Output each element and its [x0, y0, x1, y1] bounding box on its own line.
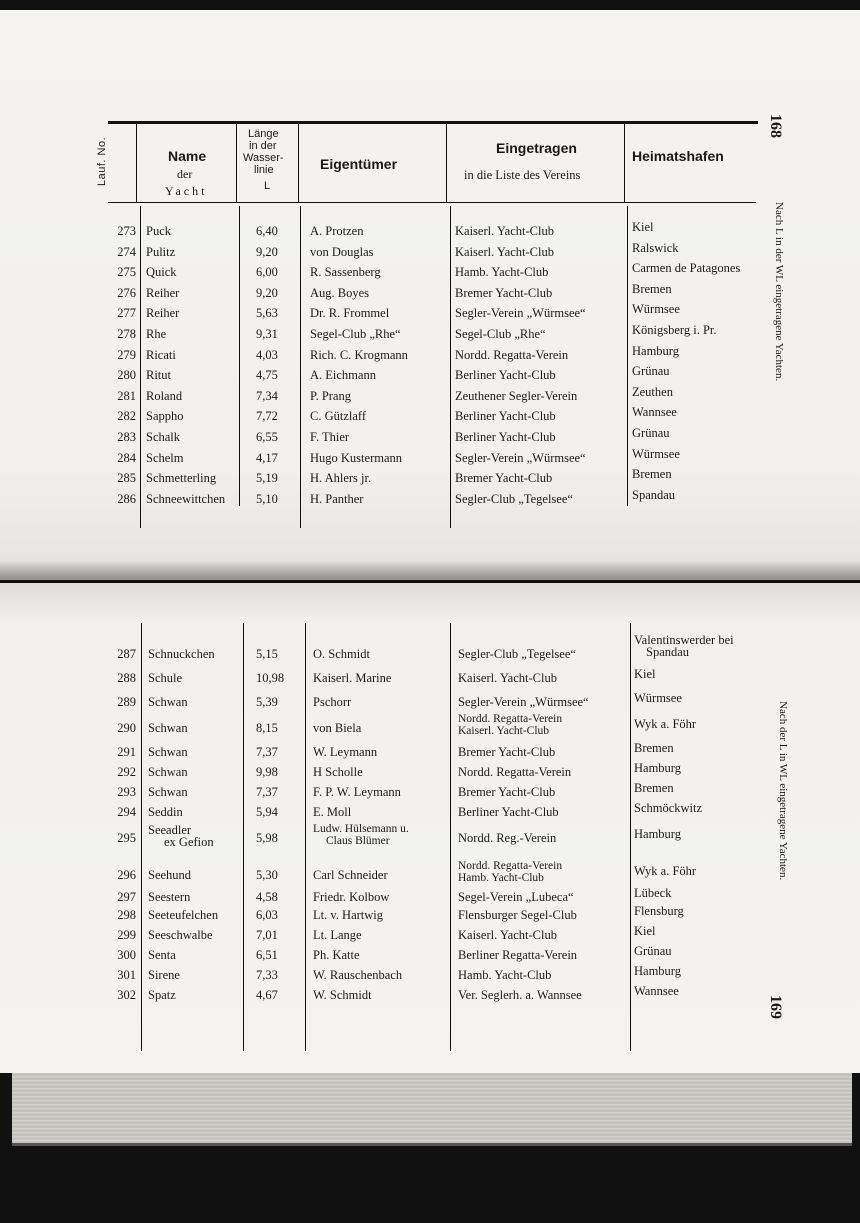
waterline-length: 7,33: [256, 968, 278, 982]
header-top-rule: [108, 121, 758, 124]
home-port: Bremen: [632, 282, 672, 296]
row-number: 286: [117, 492, 136, 506]
club: Zeuthener Segler-Verein: [455, 389, 578, 403]
page-number: 168: [767, 114, 784, 138]
club: Nordd. Regatta-Verein: [458, 860, 563, 872]
header-laenge-5: L: [264, 180, 271, 192]
row-number: 281: [117, 389, 136, 403]
row-number: 278: [117, 327, 136, 341]
header-name-1: Name: [168, 148, 207, 164]
row-number: 300: [117, 948, 136, 962]
yacht-name: Schwan: [148, 695, 188, 709]
margin-title: Nach der L in WL eingetragene Yachten.: [777, 701, 789, 881]
yacht-name: Seeadler: [148, 823, 192, 837]
header-laenge-1: Länge: [248, 128, 279, 140]
row-number: 290: [117, 721, 136, 735]
club: Berliner Yacht-Club: [455, 430, 556, 444]
club: Hamb. Yacht-Club: [455, 265, 549, 279]
yacht-name: Reiher: [146, 306, 180, 320]
home-port: Valentinswerder bei: [634, 633, 734, 647]
header-eingetragen-2: in die Liste des Vereins: [464, 168, 581, 182]
header-eigentuemer: Eigentümer: [320, 156, 398, 172]
home-port-2: Spandau: [646, 645, 690, 659]
owner: von Biela: [313, 721, 362, 735]
owner: C. Gützlaff: [310, 409, 367, 423]
header-heimatshafen: Heimatshafen: [632, 148, 724, 164]
club: Segler-Verein „Würmsee“: [458, 695, 589, 709]
waterline-length: 4,75: [256, 368, 278, 382]
waterline-length: 9,20: [256, 286, 278, 300]
owner-2: Claus Blümer: [326, 835, 390, 847]
yacht-name: Quick: [146, 265, 177, 279]
club: Hamb. Yacht-Club: [458, 968, 552, 982]
row-number: 297: [117, 890, 136, 904]
col-divider: [239, 206, 240, 506]
col-divider: [450, 206, 451, 528]
home-port: Hamburg: [634, 964, 681, 978]
owner: H Scholle: [313, 765, 363, 779]
home-port: Würmsee: [632, 302, 680, 316]
margin-title: Nach L in der WL eingetragene Yachten.: [773, 202, 785, 382]
owner: Dr. R. Frommel: [310, 306, 390, 320]
club: Nordd. Regatta-Verein: [458, 713, 563, 725]
home-port: Zeuthen: [632, 385, 673, 399]
col-divider: [236, 124, 237, 202]
club: Kaiserl. Yacht-Club: [455, 224, 554, 238]
page-169: [0, 583, 860, 1073]
home-port: Würmsee: [632, 447, 680, 461]
row-number: 296: [117, 868, 136, 882]
row-number: 280: [117, 368, 136, 382]
waterline-length: 5,98: [256, 831, 278, 845]
owner: von Douglas: [310, 245, 374, 259]
waterline-length: 7,37: [256, 745, 278, 759]
yacht-name: Pulitz: [146, 245, 176, 259]
header-name-3: Yacht: [165, 184, 208, 198]
yacht-name: Ricati: [146, 348, 176, 362]
owner: Segel-Club „Rhe“: [310, 327, 401, 341]
home-port: Wannsee: [632, 405, 677, 419]
waterline-length: 5,94: [256, 805, 278, 819]
home-port: Grünau: [632, 364, 670, 378]
col-divider: [446, 124, 447, 202]
waterline-length: 9,98: [256, 765, 278, 779]
waterline-length: 5,30: [256, 868, 278, 882]
club: Segel-Verein „Lubeca“: [458, 890, 574, 904]
club: Segler-Verein „Würmsee“: [455, 451, 586, 465]
club: Bremer Yacht-Club: [455, 286, 553, 300]
yacht-name: Schneewittchen: [146, 492, 226, 506]
yacht-name: Schalk: [146, 430, 181, 444]
home-port: Spandau: [632, 488, 676, 502]
home-port: Hamburg: [634, 761, 681, 775]
row-number: 291: [117, 745, 136, 759]
col-divider: [141, 623, 142, 1051]
waterline-length: 4,03: [256, 348, 278, 362]
yacht-name: Schmetterling: [146, 471, 217, 485]
club: Segel-Club „Rhe“: [455, 327, 546, 341]
owner: A. Eichmann: [310, 368, 376, 382]
yacht-name: Schwan: [148, 745, 188, 759]
yacht-name: Spatz: [148, 988, 176, 1002]
home-port: Flensburg: [634, 904, 684, 918]
col-divider: [300, 206, 301, 528]
yacht-name: Schnuckchen: [148, 647, 215, 661]
col-divider: [243, 623, 244, 1051]
yacht-name: Schwan: [148, 765, 188, 779]
row-number: 283: [117, 430, 136, 444]
owner: Ph. Katte: [313, 948, 360, 962]
col-divider: [624, 124, 625, 202]
waterline-length: 8,15: [256, 721, 278, 735]
home-port: Ralswick: [632, 241, 679, 255]
yacht-name: Ritut: [146, 368, 172, 382]
col-divider: [140, 206, 141, 528]
home-port: Wyk a. Föhr: [634, 717, 697, 731]
owner: P. Prang: [310, 389, 351, 403]
row-number: 287: [117, 647, 136, 661]
owner: H. Panther: [310, 492, 364, 506]
waterline-length: 5,39: [256, 695, 278, 709]
row-number: 276: [117, 286, 136, 300]
owner: Ludw. Hülsemann u.: [313, 823, 409, 835]
waterline-length: 5,63: [256, 306, 278, 320]
owner: Aug. Boyes: [310, 286, 370, 300]
owner: W. Rauschenbach: [313, 968, 403, 982]
yacht-name: Schule: [148, 671, 183, 685]
club: Segler-Club „Tegelsee“: [455, 492, 573, 506]
waterline-length: 6,03: [256, 908, 278, 922]
owner: A. Protzen: [310, 224, 364, 238]
yacht-name: Seeschwalbe: [148, 928, 213, 942]
owner: Kaiserl. Marine: [313, 671, 392, 685]
waterline-length: 4,67: [256, 988, 278, 1002]
owner: Pschorr: [313, 695, 352, 709]
club: Nordd. Regatta-Verein: [458, 765, 572, 779]
home-port: Schmöckwitz: [634, 801, 703, 815]
home-port: Kiel: [632, 220, 654, 234]
owner: O. Schmidt: [313, 647, 370, 661]
club: Kaiserl. Yacht-Club: [455, 245, 554, 259]
owner: Friedr. Kolbow: [313, 890, 390, 904]
yacht-name: Sappho: [146, 409, 184, 423]
yacht-name: Sirene: [148, 968, 180, 982]
club: Bremer Yacht-Club: [458, 785, 556, 799]
home-port: Kiel: [634, 667, 656, 681]
home-port: Würmsee: [634, 691, 682, 705]
club: Berliner Regatta-Verein: [458, 948, 578, 962]
club: Bremer Yacht-Club: [458, 745, 556, 759]
col-divider: [630, 623, 631, 1051]
owner: Carl Schneider: [313, 868, 388, 882]
owner: H. Ahlers jr.: [310, 471, 372, 485]
home-port: Carmen de Patagones: [632, 261, 741, 275]
club-2: Kaiserl. Yacht-Club: [458, 725, 550, 737]
club: Kaiserl. Yacht-Club: [458, 928, 557, 942]
home-port: Bremen: [634, 741, 674, 755]
owner: Rich. C. Krogmann: [310, 348, 408, 362]
owner: R. Sassenberg: [310, 265, 381, 279]
waterline-length: 7,37: [256, 785, 278, 799]
club: Nordd. Regatta-Verein: [455, 348, 569, 362]
home-port: Grünau: [632, 426, 670, 440]
row-number: 288: [117, 671, 136, 685]
col-divider: [627, 206, 628, 506]
waterline-length: 7,72: [256, 409, 278, 423]
waterline-length: 7,01: [256, 928, 278, 942]
yacht-name: Senta: [148, 948, 176, 962]
yacht-name: Seddin: [148, 805, 183, 819]
header-eingetragen-1: Eingetragen: [496, 140, 577, 156]
home-port: Hamburg: [634, 827, 681, 841]
home-port: Königsberg i. Pr.: [632, 323, 717, 337]
header-bottom-rule: [108, 202, 756, 203]
header-laenge-3: Wasser-: [243, 152, 284, 164]
home-port: Lübeck: [634, 886, 672, 900]
waterline-length: 7,34: [256, 389, 278, 403]
yacht-name: Puck: [146, 224, 171, 238]
row-number: 284: [117, 451, 136, 465]
waterline-length: 6,40: [256, 224, 278, 238]
row-number: 273: [117, 224, 136, 238]
header-name-2: der: [177, 167, 193, 181]
yacht-name: Seestern: [148, 890, 191, 904]
header-laenge-2: in der: [249, 140, 277, 152]
home-port: Wannsee: [634, 984, 679, 998]
club: Ver. Seglerh. a. Wannsee: [458, 988, 582, 1002]
row-number: 282: [117, 409, 136, 423]
waterline-length: 6,55: [256, 430, 278, 444]
col-divider: [298, 124, 299, 202]
yacht-name: Reiher: [146, 286, 180, 300]
club: Segler-Verein „Würmsee“: [455, 306, 586, 320]
club: Segler-Club „Tegelsee“: [458, 647, 576, 661]
row-number: 292: [117, 765, 136, 779]
yacht-name: Roland: [146, 389, 183, 403]
waterline-length: 5,15: [256, 647, 278, 661]
waterline-length: 9,20: [256, 245, 278, 259]
waterline-length: 4,58: [256, 890, 278, 904]
waterline-length: 10,98: [256, 671, 285, 685]
page-number: 169: [767, 995, 784, 1019]
home-port: Grünau: [634, 944, 672, 958]
row-number: 299: [117, 928, 136, 942]
col-divider: [305, 623, 306, 1051]
row-number: 285: [117, 471, 136, 485]
yacht-name: Seeteufelchen: [148, 908, 219, 922]
row-number: 277: [117, 306, 136, 320]
row-number: 279: [117, 348, 136, 362]
row-number: 274: [117, 245, 136, 259]
waterline-length: 6,00: [256, 265, 278, 279]
page-168: [0, 10, 860, 580]
col-divider: [136, 124, 137, 202]
home-port: Bremen: [634, 781, 674, 795]
owner: W. Leymann: [313, 745, 378, 759]
club-2: Hamb. Yacht-Club: [458, 872, 544, 884]
yacht-name-former: ex Gefion: [164, 835, 214, 849]
yacht-name: Schwan: [148, 721, 188, 735]
owner: E. Moll: [313, 805, 352, 819]
club: Flensburger Segel-Club: [458, 908, 577, 922]
club: Berliner Yacht-Club: [455, 409, 556, 423]
home-port: Bremen: [632, 467, 672, 481]
waterline-length: 5,10: [256, 492, 278, 506]
book-page-edges: [12, 1073, 852, 1146]
home-port: Kiel: [634, 924, 656, 938]
waterline-length: 5,19: [256, 471, 278, 485]
waterline-length: 9,31: [256, 327, 278, 341]
owner: W. Schmidt: [313, 988, 372, 1002]
club: Kaiserl. Yacht-Club: [458, 671, 557, 685]
yacht-name: Seehund: [148, 868, 192, 882]
row-number: 295: [117, 831, 136, 845]
waterline-length: 6,51: [256, 948, 278, 962]
owner: Lt. Lange: [313, 928, 362, 942]
owner: F. P. W. Leymann: [313, 785, 401, 799]
row-number: 289: [117, 695, 136, 709]
row-number: 293: [117, 785, 136, 799]
home-port: Hamburg: [632, 344, 679, 358]
row-number: 294: [117, 805, 136, 819]
waterline-length: 4,17: [256, 451, 278, 465]
yacht-name: Schelm: [146, 451, 184, 465]
row-number: 298: [117, 908, 136, 922]
owner: Hugo Kustermann: [310, 451, 402, 465]
club: Bremer Yacht-Club: [455, 471, 553, 485]
club: Berliner Yacht-Club: [458, 805, 559, 819]
row-number: 302: [117, 988, 136, 1002]
owner: Lt. v. Hartwig: [313, 908, 384, 922]
club: Berliner Yacht-Club: [455, 368, 556, 382]
col-divider: [450, 623, 451, 1051]
home-port: Wyk a. Föhr: [634, 864, 697, 878]
header-laenge-4: linie: [254, 164, 274, 176]
club: Nordd. Reg.-Verein: [458, 831, 557, 845]
yacht-name: Rhe: [146, 327, 167, 341]
yacht-name: Schwan: [148, 785, 188, 799]
owner: F. Thier: [310, 430, 350, 444]
header-lauf-no: Lauf. No.: [96, 136, 108, 186]
row-number: 275: [117, 265, 136, 279]
row-number: 301: [117, 968, 136, 982]
